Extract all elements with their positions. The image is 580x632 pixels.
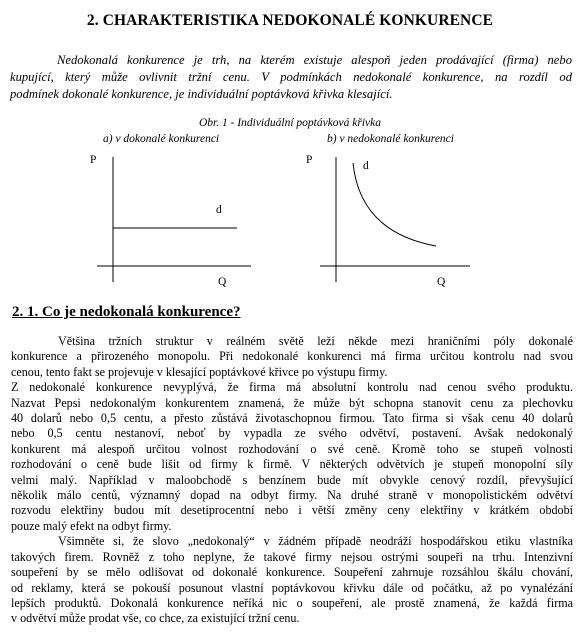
body-line: Všimněte si, že slovo „nedokonalý“ v žádném případě neodráží hospodářskou etiku vlastníka: [58, 534, 573, 549]
panel-a-y-label: P: [90, 154, 97, 166]
body-line: cenou, tento fakt se projevuje v klesající poptávkové křivce po výstupu firmy.: [11, 364, 388, 379]
panel-b-demand-curve: [353, 163, 436, 246]
panel-b-y-label: P: [306, 154, 313, 166]
intro-line: podmínek dokonalé konkurence, je individuální poptávková křivka klesající.: [10, 87, 393, 101]
figure-a-subtitle: a) v dokonalé konkurenci: [103, 133, 220, 145]
body-line: velmi malý. Například v maloobchodě s benzínem bude mít obvykle cenový rozdíl, převyšující: [11, 472, 573, 487]
figure-caption: Obr. 1 - Individuální poptávková křivka: [198, 117, 382, 129]
body-text: [11, 334, 573, 627]
body-line: nebo 0,5 centu nestanoví, neboť by vypadla ze svého odvětví, postavení. Avšak nedokonalý: [11, 426, 573, 441]
body-line: rozhodování o ceně bude lišit od firmy k firmě. V některých odvětvích je stupeň monopolní síly: [11, 457, 573, 472]
body-line: rozvodu elektřiny budou mít desetiprocentní nebo i větší změny ceny elektřiny v krátkém období: [11, 503, 573, 518]
body-line: Většina tržních struktur v reálném světě leží někde mezi hraničními póly dokonalé: [58, 334, 573, 348]
body-line: 40 dolarů nebo 0,5 centu, a přesto zůstává životaschopnou firmou. Tato firma si však cenu 40 dolarů: [11, 411, 573, 426]
intro-line: Nedokonalá konkurence je trh, na kterém existuje alespoň jeden prodávající (firma) nebo: [57, 53, 572, 67]
intro-line: kupující, který může ovlivnit tržní cenu. V podmínkách nedokonalé konkurence, na rozdíl od: [10, 70, 572, 84]
section-heading: 2. 1. Co je nedokonalá konkurence?: [12, 304, 241, 320]
body-line: v odvětví může prodat vše, co chce, za existující tržní cenu.: [11, 611, 300, 626]
body-line: lepších produktů. Dokonalá konkurence neříká nic o soupeření, ale prostě znamená, že každá firma: [11, 595, 573, 610]
body-line: konkurence a přirozeného monopolu. Při nedokonalé konkurenci má firma určitou kontrolu nad svou: [11, 349, 573, 364]
body-line: konkurent má alespoň určitou volnost rozhodování o své ceně. Kromě toho se stupeň volnosti: [11, 441, 573, 456]
panel-b-x-label: Q: [437, 276, 446, 288]
figure-b-subtitle: b) v nedokonalé konkurenci: [327, 133, 454, 145]
demand-curve-figure: [0, 0, 580, 300]
body-line: soupeření by se mělo odlišovat od dokonalé konkurence. Soupeření zahrnuje rozsáhlou škálu chování,: [11, 565, 573, 580]
panel-b-curve-label: d: [363, 160, 369, 172]
body-line: Z nedokonalé konkurence nevyplývá, že firma má absolutní kontrolu nad cenou svého produktu.: [11, 380, 573, 395]
body-line: takových firem. Rovněž z toho neplyne, že takové firmy nejsou ostrými soupeři na trhu. Intenzivní: [11, 549, 573, 564]
panel-a-curve-label: d: [216, 204, 222, 216]
body-line: od reklamy, která se pokouší posunout vlastní poptávkovou křivku dále od počátku, až po vynalézání: [11, 580, 573, 595]
panel-a-x-label: Q: [218, 276, 227, 288]
body-line: několik málo centů, významný dopad na odbyt firmy. Na druhé straně v monopolistickém odvětví: [11, 488, 573, 503]
body-line: pouze malý efekt na odbyt firmy.: [11, 518, 172, 533]
chapter-heading: 2. CHARAKTERISTIKA NEDOKONALÉ KONKURENCE: [86, 12, 494, 29]
body-line: Nazvat Pepsi nedokonalým konkurentem znamená, že může být schopna stanovit cenu za plechovku: [11, 395, 573, 410]
